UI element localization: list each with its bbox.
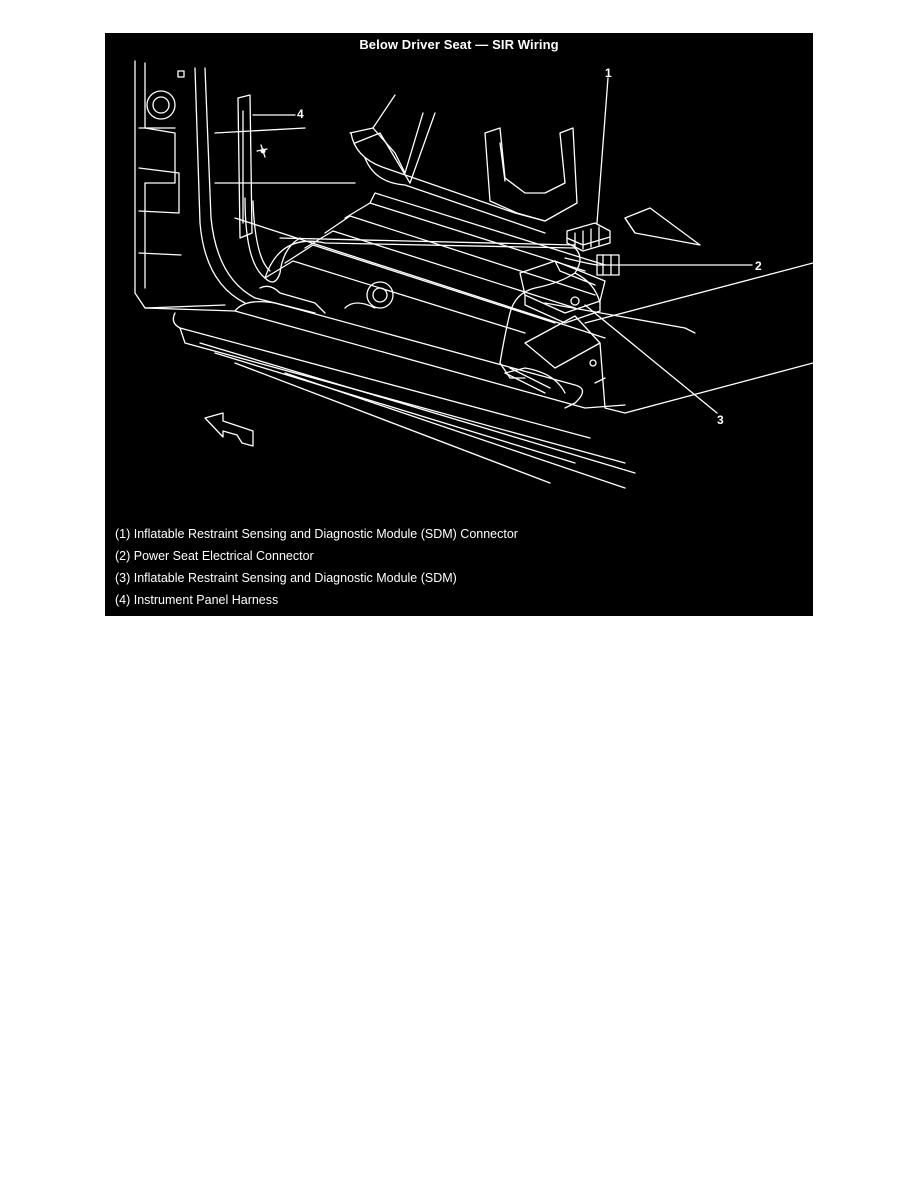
legend-item-4: (4) Instrument Panel Harness (115, 593, 279, 607)
sir-wiring-figure (105, 33, 813, 616)
power-seat-connector (597, 255, 619, 275)
floor-right-edge (525, 263, 813, 413)
figure-legend (115, 523, 518, 611)
door-pillar (135, 61, 255, 308)
callout-3: 3 (717, 413, 724, 427)
callout-1: 1 (605, 66, 612, 80)
legend-item-3: (3) Inflatable Restraint Sensing and Diagnostic Module (SDM) (115, 571, 457, 585)
instrument-panel-harness (215, 95, 355, 282)
callout-4: 4 (297, 107, 304, 121)
legend-item-1: (1) Inflatable Restraint Sensing and Diagnostic Module (SDM) Connector (115, 527, 518, 541)
callout-2: 2 (755, 259, 762, 273)
rocker-sill (145, 282, 635, 488)
mounting-bolt (261, 149, 266, 154)
sdm-module (520, 261, 605, 323)
figure-title: Below Driver Seat — SIR Wiring (359, 37, 559, 52)
rear-trim-wedge (625, 208, 700, 245)
sdm-connector (567, 223, 610, 251)
legend-item-2: (2) Power Seat Electrical Connector (115, 549, 314, 563)
forward-direction-arrow (205, 413, 253, 446)
